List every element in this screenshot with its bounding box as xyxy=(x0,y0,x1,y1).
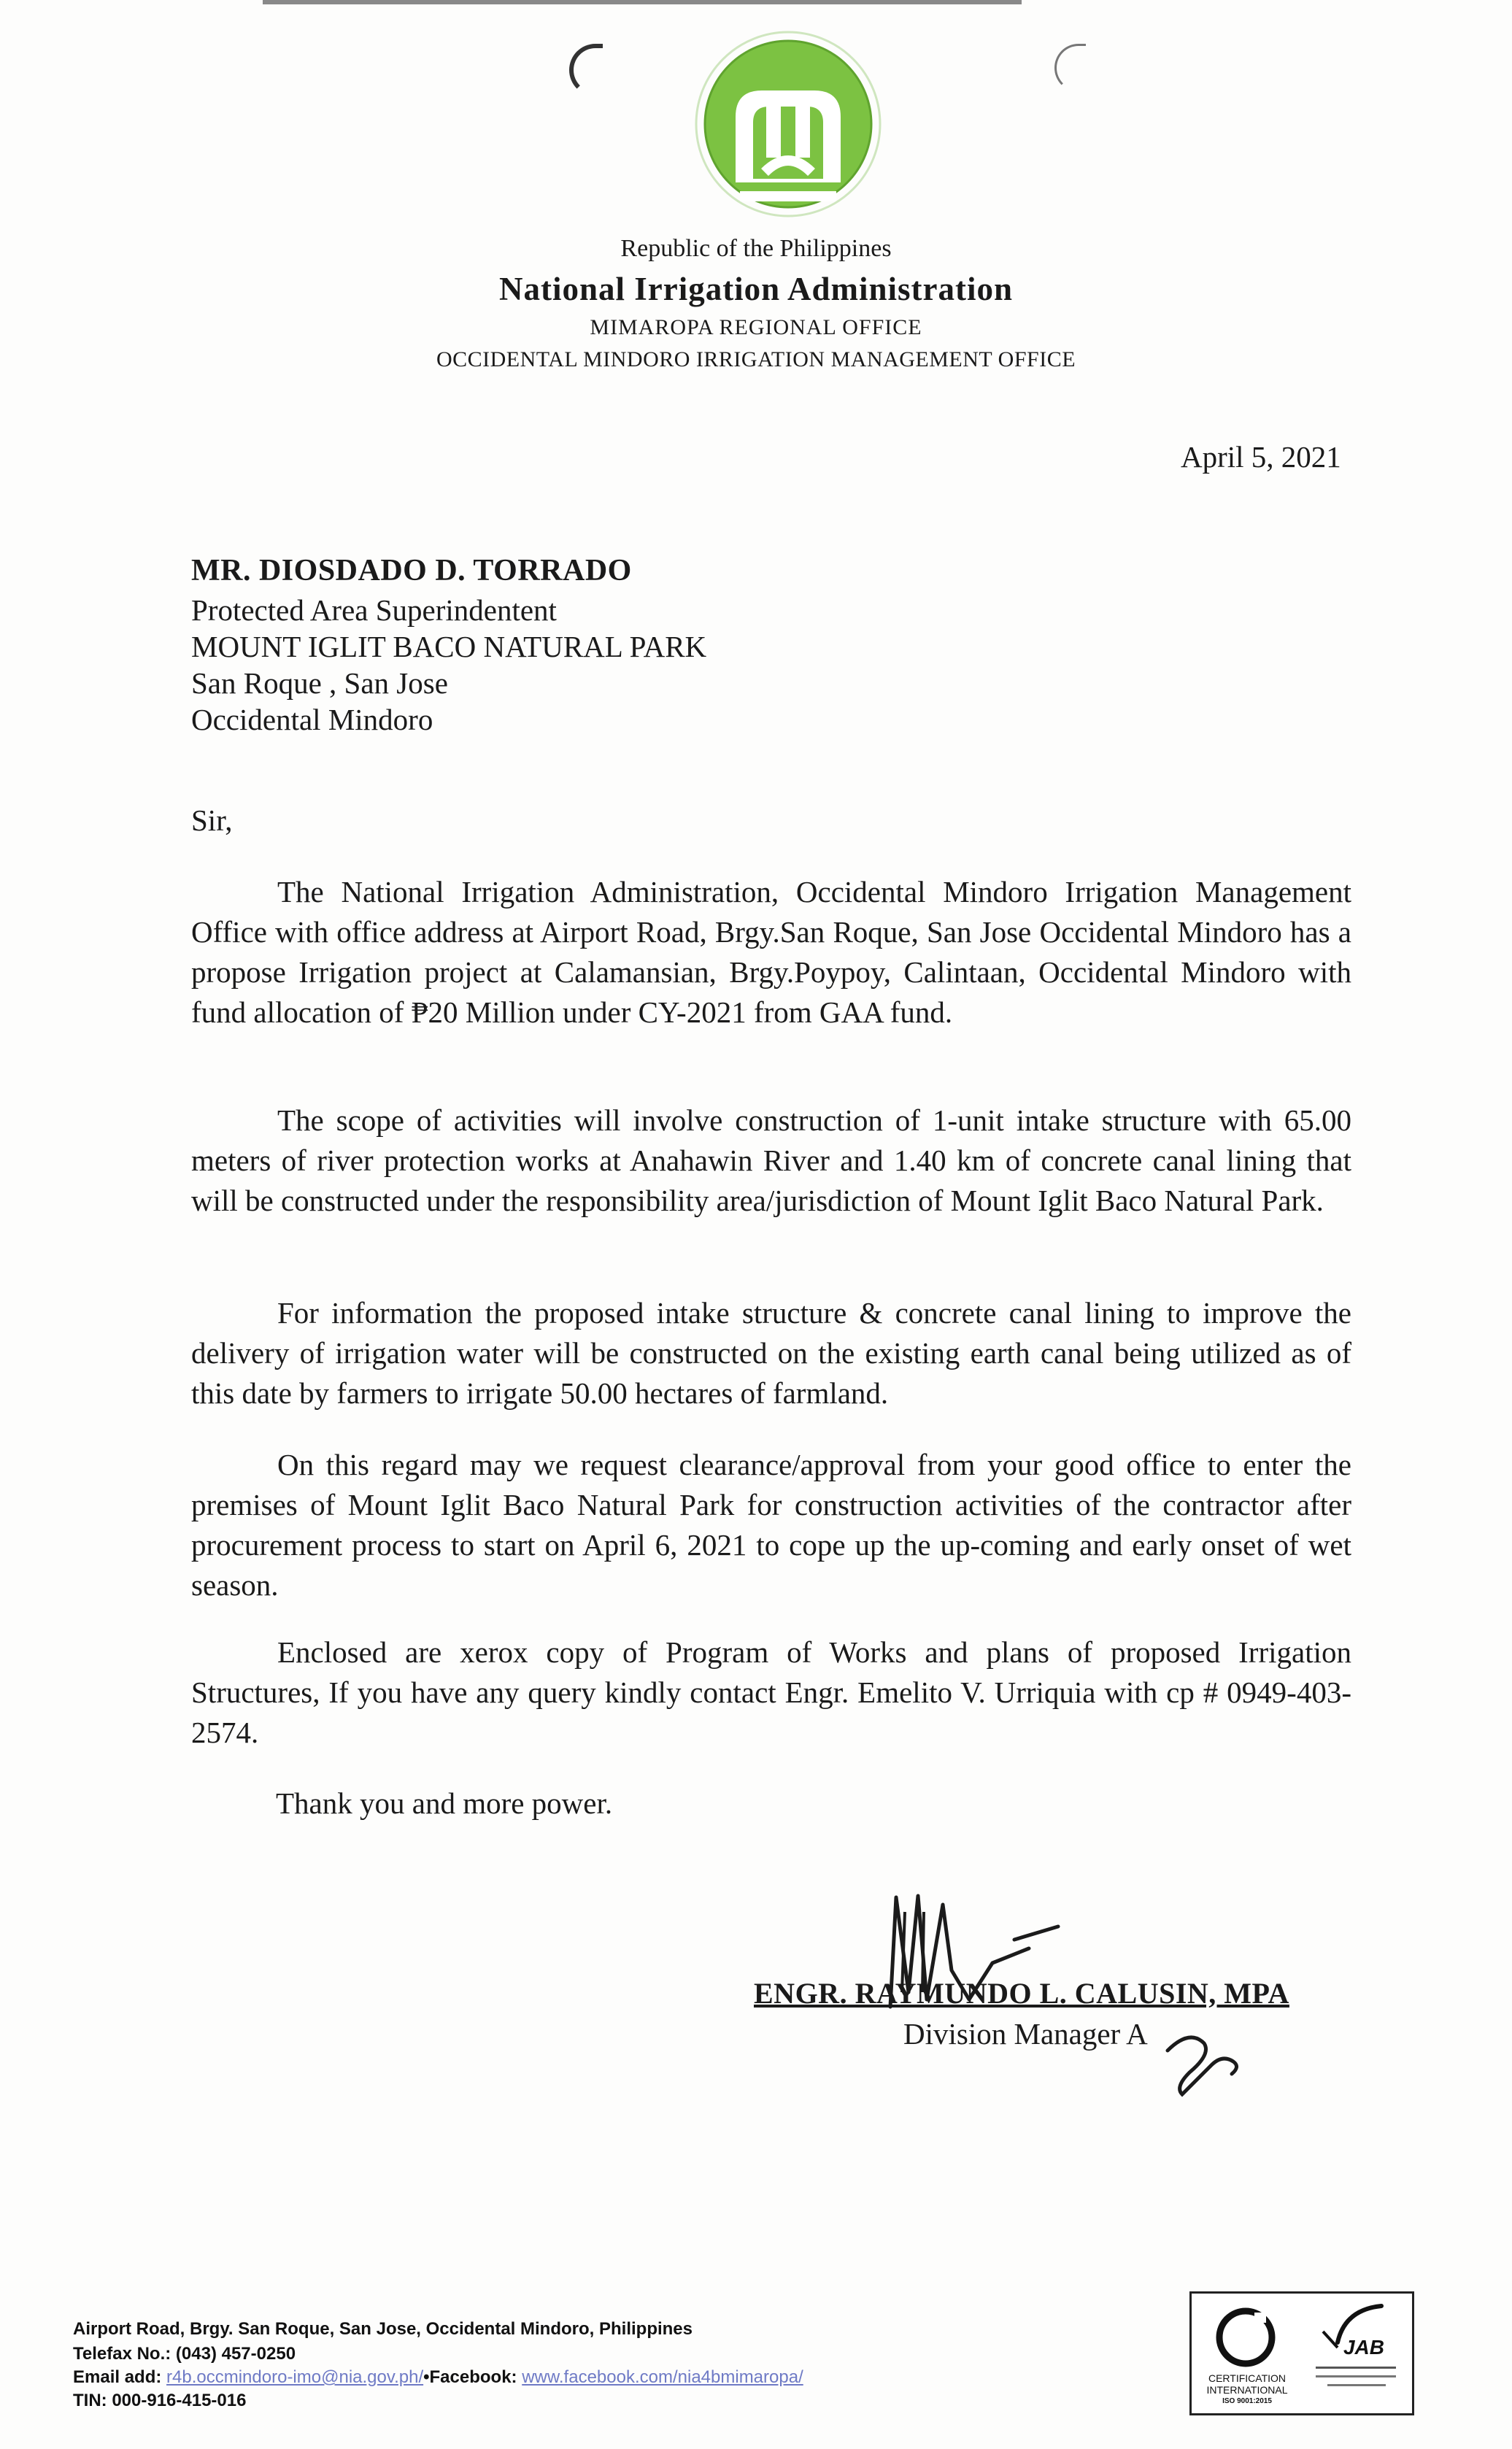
punch-hole-left xyxy=(569,44,603,96)
footer-facebook-link[interactable]: www.facebook.com/nia4bmimaropa/ xyxy=(522,2367,803,2387)
body-paragraph-4: On this regard may we request clearance/approval from your good office to enter the premises of Mount Iglit Baco Natural Park for construction activities of the contractor after procurement process to start on April 6, 2021 to cope up the up-coming and early onset of wet season. xyxy=(191,1448,1351,1602)
scan-edge-line xyxy=(263,0,1022,4)
footer-contacts xyxy=(73,2367,803,2388)
letterhead-agency: National Irrigation Administration xyxy=(498,271,1014,307)
handwritten-initial-icon xyxy=(1160,2021,1248,2102)
recipient-address-line2: Occidental Mindoro xyxy=(191,703,433,736)
recipient-position: Protected Area Superindentent xyxy=(191,593,557,627)
nia-logo-icon xyxy=(693,29,883,219)
cert-line3: ISO 9001:2015 xyxy=(1222,2397,1272,2405)
signatory-name: ENGR. RAYMUNDO L. CALUSIN, MPA xyxy=(754,1977,1289,2010)
recipient-address-line1: San Roque , San Jose xyxy=(191,666,448,700)
footer-facebook-label: •Facebook: xyxy=(423,2367,517,2387)
cert-line2: INTERNATIONAL xyxy=(1206,2384,1288,2396)
body-paragraph-5: Enclosed are xerox copy of Program of Works and plans of proposed Irrigation Structures, If you have any query kindly contact Engr. Emelito V. Urriquia with cp # 0949-403-2574. xyxy=(191,1635,1351,1749)
body-paragraph-3: For information the proposed intake structure & concrete canal lining to improve the delivery of irrigation water will be constructed on the existing earth canal being utilized as of this date by farmers to irrigate 50.00 hectares of farmland. xyxy=(191,1296,1351,1410)
cert-line1: CERTIFICATION xyxy=(1208,2372,1287,2384)
closing-line: Thank you and more power. xyxy=(276,1786,613,1820)
recipient-organization: MOUNT IGLIT BACO NATURAL PARK xyxy=(191,630,707,663)
punch-hole-right xyxy=(1054,44,1086,92)
footer-email-link[interactable]: r4b.occmindoro-imo@nia.gov.ph/ xyxy=(166,2367,424,2387)
cert-fine-print-line xyxy=(1327,2384,1386,2386)
salutation: Sir, xyxy=(191,803,233,837)
certification-ring-icon xyxy=(1212,2304,1279,2371)
footer-telefax: Telefax No.: (043) 457-0250 xyxy=(73,2344,296,2364)
cert-fine-print-line xyxy=(1316,2367,1396,2369)
letter-date: April 5, 2021 xyxy=(1181,440,1341,474)
footer-email-label: Email add: xyxy=(73,2367,162,2387)
letterhead-republic: Republic of the Philippines xyxy=(620,235,892,262)
footer-tin: TIN: 000-916-415-016 xyxy=(73,2391,247,2410)
footer-address: Airport Road, Brgy. San Roque, San Jose, Occidental Mindoro, Philippines xyxy=(73,2319,693,2339)
jab-badge-text: JAB xyxy=(1343,2336,1384,2359)
body-paragraph-1: The National Irrigation Administration, Occidental Mindoro Irrigation Management Office with office address at Airport Road, Brgy.San Roque, San Jose Occidental Mindoro has a propose Irrigation project at Calamansian, Brgy.Poypoy, Calintaan, Occidental Mindoro with fund allocation of ₱20 Million under CY-2021 from GAA fund. xyxy=(191,875,1351,1029)
signatory-title: Division Manager A xyxy=(903,2017,1148,2051)
certification-badge xyxy=(1189,2291,1414,2415)
recipient-name: MR. DIOSDADO D. TORRADO xyxy=(191,554,632,587)
cert-fine-print-line xyxy=(1316,2375,1396,2377)
body-paragraph-2: The scope of activities will involve construction of 1-unit intake structure with 65.00 meters of river protection works at Anahawin River and 1.40 km of concrete canal lining that will be constructed under the responsibility area/jurisdiction of Mount Iglit Baco Natural Park. xyxy=(191,1103,1351,1217)
letterhead-office: OCCIDENTAL MINDORO IRRIGATION MANAGEMENT OFFICE xyxy=(436,347,1076,371)
letterhead-region: MIMAROPA REGIONAL OFFICE xyxy=(590,315,922,339)
